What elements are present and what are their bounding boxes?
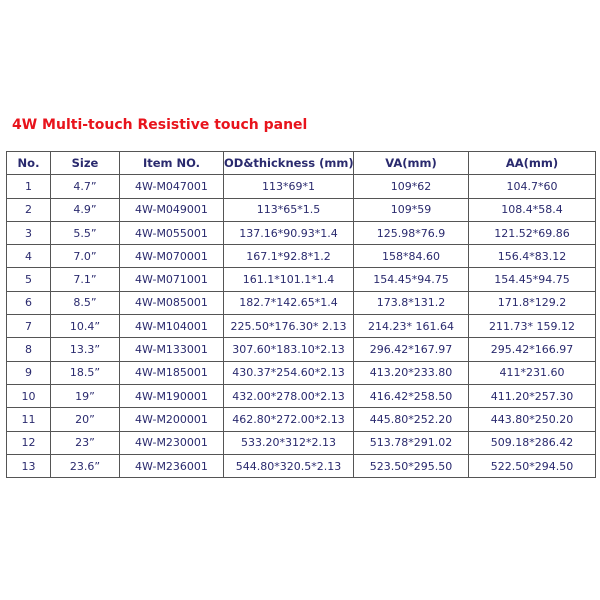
cell-no: 7 bbox=[7, 315, 51, 338]
cell-size: 4.7” bbox=[51, 175, 120, 198]
cell-va: 158*84.60 bbox=[354, 245, 469, 268]
cell-size: 19” bbox=[51, 384, 120, 407]
cell-od-thickness: 430.37*254.60*2.13 bbox=[224, 361, 354, 384]
cell-no: 6 bbox=[7, 291, 51, 314]
cell-od-thickness: 137.16*90.93*1.4 bbox=[224, 221, 354, 244]
header-va: VA(mm) bbox=[354, 152, 469, 175]
table-row bbox=[7, 245, 596, 268]
cell-item-no: 4W-M070001 bbox=[120, 245, 224, 268]
cell-od-thickness: 533.20*312*2.13 bbox=[224, 431, 354, 454]
cell-aa: 121.52*69.86 bbox=[469, 221, 596, 244]
cell-item-no: 4W-M200001 bbox=[120, 408, 224, 431]
cell-item-no: 4W-M049001 bbox=[120, 198, 224, 221]
cell-aa: 509.18*286.42 bbox=[469, 431, 596, 454]
cell-item-no: 4W-M055001 bbox=[120, 221, 224, 244]
cell-no: 2 bbox=[7, 198, 51, 221]
cell-od-thickness: 544.80*320.5*2.13 bbox=[224, 454, 354, 477]
table-row bbox=[7, 198, 596, 221]
cell-od-thickness: 113*69*1 bbox=[224, 175, 354, 198]
cell-no: 4 bbox=[7, 245, 51, 268]
cell-item-no: 4W-M190001 bbox=[120, 384, 224, 407]
cell-od-thickness: 307.60*183.10*2.13 bbox=[224, 338, 354, 361]
table-row bbox=[7, 268, 596, 291]
cell-size: 10.4” bbox=[51, 315, 120, 338]
cell-item-no: 4W-M104001 bbox=[120, 315, 224, 338]
cell-od-thickness: 182.7*142.65*1.4 bbox=[224, 291, 354, 314]
cell-size: 20” bbox=[51, 408, 120, 431]
cell-aa: 104.7*60 bbox=[469, 175, 596, 198]
table-row bbox=[7, 361, 596, 384]
cell-aa: 443.80*250.20 bbox=[469, 408, 596, 431]
cell-no: 8 bbox=[7, 338, 51, 361]
cell-no: 11 bbox=[7, 408, 51, 431]
cell-va: 214.23* 161.64 bbox=[354, 315, 469, 338]
cell-no: 9 bbox=[7, 361, 51, 384]
header-size: Size bbox=[51, 152, 120, 175]
cell-va: 416.42*258.50 bbox=[354, 384, 469, 407]
cell-aa: 108.4*58.4 bbox=[469, 198, 596, 221]
cell-no: 3 bbox=[7, 221, 51, 244]
cell-aa: 171.8*129.2 bbox=[469, 291, 596, 314]
cell-item-no: 4W-M071001 bbox=[120, 268, 224, 291]
cell-no: 5 bbox=[7, 268, 51, 291]
cell-va: 125.98*76.9 bbox=[354, 221, 469, 244]
cell-aa: 156.4*83.12 bbox=[469, 245, 596, 268]
table-row bbox=[7, 315, 596, 338]
cell-item-no: 4W-M133001 bbox=[120, 338, 224, 361]
cell-aa: 411*231.60 bbox=[469, 361, 596, 384]
cell-va: 413.20*233.80 bbox=[354, 361, 469, 384]
cell-od-thickness: 225.50*176.30* 2.13 bbox=[224, 315, 354, 338]
header-item-no: Item NO. bbox=[120, 152, 224, 175]
cell-size: 23.6” bbox=[51, 454, 120, 477]
cell-size: 7.1” bbox=[51, 268, 120, 291]
table-row bbox=[7, 454, 596, 477]
header-aa: AA(mm) bbox=[469, 152, 596, 175]
cell-va: 296.42*167.97 bbox=[354, 338, 469, 361]
cell-no: 10 bbox=[7, 384, 51, 407]
cell-va: 154.45*94.75 bbox=[354, 268, 469, 291]
cell-size: 4.9” bbox=[51, 198, 120, 221]
cell-item-no: 4W-M085001 bbox=[120, 291, 224, 314]
cell-aa: 154.45*94.75 bbox=[469, 268, 596, 291]
cell-size: 18.5” bbox=[51, 361, 120, 384]
cell-size: 7.0” bbox=[51, 245, 120, 268]
cell-od-thickness: 432.00*278.00*2.13 bbox=[224, 384, 354, 407]
header-no: No. bbox=[7, 152, 51, 175]
cell-od-thickness: 167.1*92.8*1.2 bbox=[224, 245, 354, 268]
table-row bbox=[7, 384, 596, 407]
table-header-row bbox=[7, 152, 596, 175]
table-row bbox=[7, 431, 596, 454]
cell-size: 13.3” bbox=[51, 338, 120, 361]
cell-size: 5.5” bbox=[51, 221, 120, 244]
cell-va: 513.78*291.02 bbox=[354, 431, 469, 454]
cell-no: 12 bbox=[7, 431, 51, 454]
table-row bbox=[7, 291, 596, 314]
cell-item-no: 4W-M236001 bbox=[120, 454, 224, 477]
spec-table bbox=[6, 151, 596, 478]
table-row bbox=[7, 221, 596, 244]
cell-size: 8.5” bbox=[51, 291, 120, 314]
cell-od-thickness: 113*65*1.5 bbox=[224, 198, 354, 221]
cell-va: 109*62 bbox=[354, 175, 469, 198]
cell-va: 523.50*295.50 bbox=[354, 454, 469, 477]
cell-va: 173.8*131.2 bbox=[354, 291, 469, 314]
cell-item-no: 4W-M047001 bbox=[120, 175, 224, 198]
cell-od-thickness: 462.80*272.00*2.13 bbox=[224, 408, 354, 431]
header-od-thickness: OD&thickness (mm) bbox=[224, 152, 354, 175]
table-row bbox=[7, 175, 596, 198]
cell-va: 445.80*252.20 bbox=[354, 408, 469, 431]
cell-aa: 411.20*257.30 bbox=[469, 384, 596, 407]
table-row bbox=[7, 408, 596, 431]
cell-aa: 522.50*294.50 bbox=[469, 454, 596, 477]
cell-size: 23” bbox=[51, 431, 120, 454]
page-title: 4W Multi-touch Resistive touch panel bbox=[12, 117, 308, 133]
cell-no: 1 bbox=[7, 175, 51, 198]
table-row bbox=[7, 338, 596, 361]
cell-item-no: 4W-M185001 bbox=[120, 361, 224, 384]
cell-item-no: 4W-M230001 bbox=[120, 431, 224, 454]
cell-va: 109*59 bbox=[354, 198, 469, 221]
cell-od-thickness: 161.1*101.1*1.4 bbox=[224, 268, 354, 291]
cell-aa: 211.73* 159.12 bbox=[469, 315, 596, 338]
cell-no: 13 bbox=[7, 454, 51, 477]
cell-aa: 295.42*166.97 bbox=[469, 338, 596, 361]
